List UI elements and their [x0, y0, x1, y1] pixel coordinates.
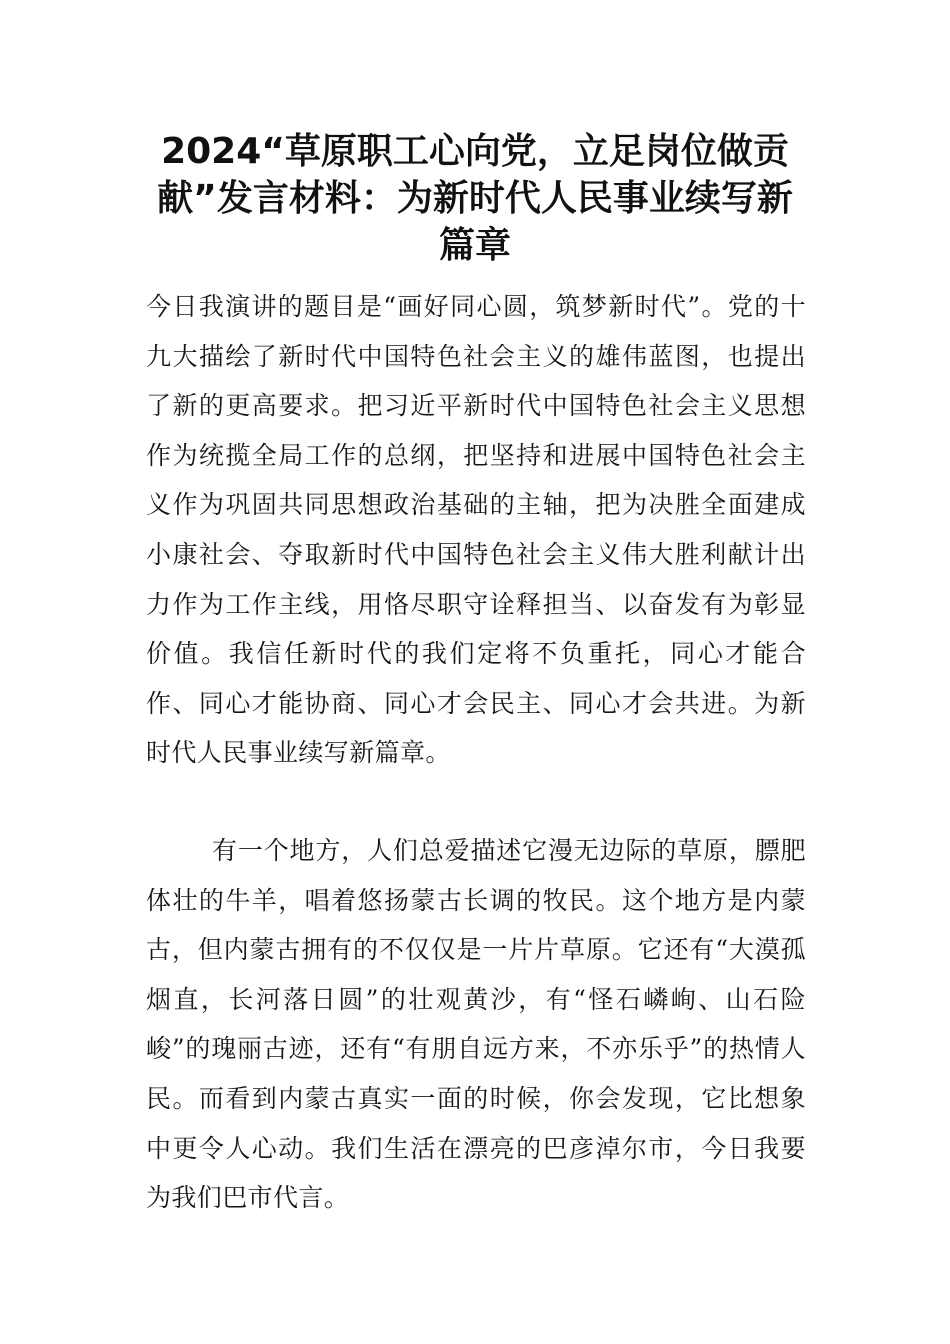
paragraph-intro: 今日我演讲的题目是“画好同心圆，筑梦新时代”。党的十九大描绘了新时代中国特色社会主义的雄伟蓝图，也提出了新的更高要求。把习近平新时代中国特色社会主义思想作为统揽全局工作的总纲，把坚持和进展中国特色社会主义作为巩固共同思想政治基础的主轴，把为决胜全面建成小康社会、夺取新时代中国特色社会主义伟大胜利献计出力作为工作主线，用恪尽职守诠释担当、以奋发有为彰显价值。我信任新时代的我们定将不负重托，同心才能合作、同心才能协商、同心才会民主、同心才会共进。为新时代人民事业续写新篇章。: [146, 292, 806, 768]
paragraph-inner-mongolia: 有一个地方，人们总爱描述它漫无边际的草原，膘肥体壮的牛羊，唱着悠扬蒙古长调的牧民。这个地方是内蒙古，但内蒙古拥有的不仅仅是一片片草原。它还有“大漠孤烟直，长河落日圆”的壮观黄沙，有“怪石嶙峋、山石险峻”的瑰丽古迹，还有“有朋自远方来，不亦乐乎”的热情人民。而看到内蒙古真实一面的时候，你会发现，它比想象中更令人心动。我们生活在漂亮的巴彦淖尔市，今日我要为我们巴市代言。: [146, 836, 806, 1213]
document-title: 2024“草原职工心向党，立足岗位做贡献”发言材料：为新时代人民事业续写新篇章: [157, 131, 793, 266]
